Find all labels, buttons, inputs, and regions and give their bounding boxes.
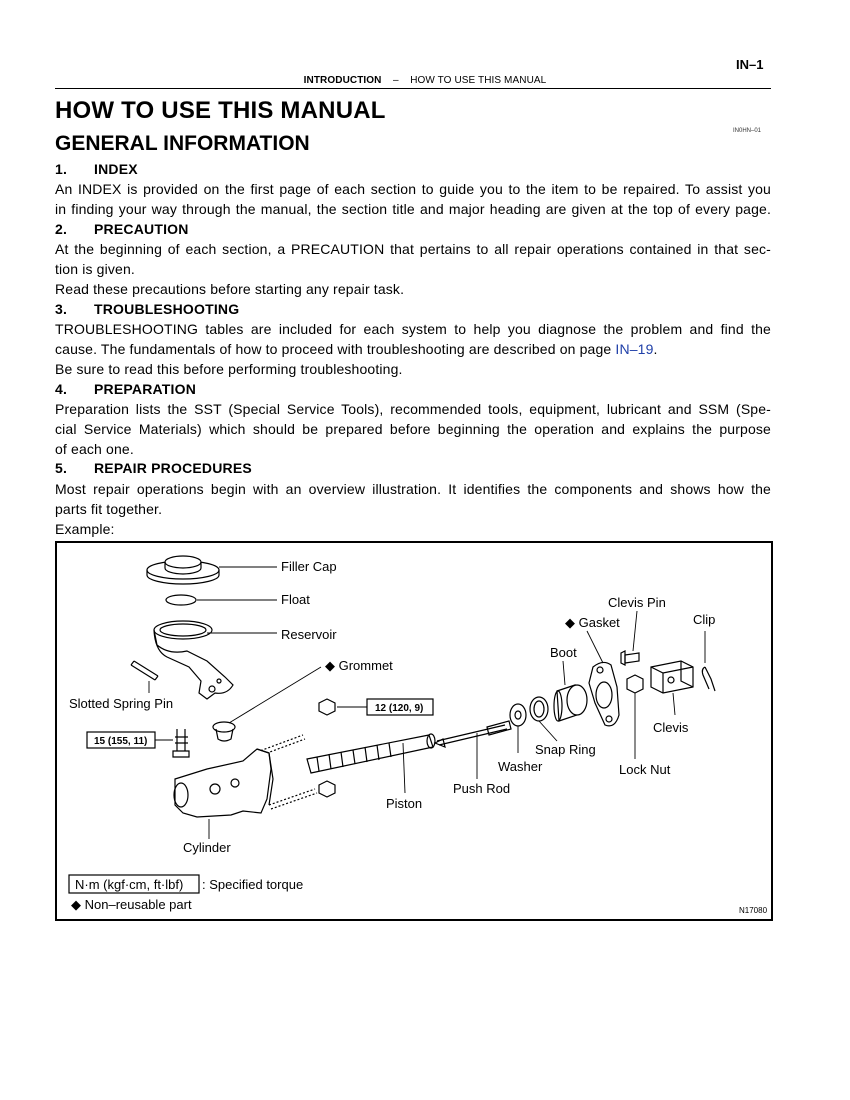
label-torque-15: 15 (155, 11): [94, 736, 148, 747]
section-number: 4.: [55, 381, 68, 397]
gasket-part: [589, 662, 619, 725]
paragraph-precaution: [55, 239, 771, 299]
label-grommet: ◆ Grommet: [325, 658, 393, 673]
label-float: Float: [281, 592, 310, 607]
paragraph-repair-procedures: [55, 479, 771, 539]
section-heading-troubleshooting: [55, 301, 239, 317]
text-line: parts fit together.: [55, 501, 163, 517]
label-torque-12: 12 (120, 9): [375, 703, 424, 714]
leader-gasket: [587, 631, 603, 663]
legend-units-description: : Specified torque: [202, 877, 304, 892]
section-heading-preparation: [55, 381, 196, 397]
label-slotted-spring-pin: Slotted Spring Pin: [69, 696, 174, 711]
leader-grommet: [229, 667, 321, 723]
lock-nut-part: [627, 675, 643, 693]
text-line: Preparation lists the SST (Special Service Tools), recommended tools, equipment, lubricant and SSM (Spe-: [55, 401, 771, 417]
paragraph-index: [55, 179, 771, 219]
cylinder-part: [174, 749, 273, 817]
label-washer: Washer: [498, 759, 543, 774]
figure-code: N17080: [739, 906, 768, 915]
running-header-section: INTRODUCTION: [303, 75, 382, 86]
label-push-rod: Push Rod: [453, 781, 511, 796]
label-cylinder: Cylinder: [183, 840, 231, 855]
label-filler-cap: Filler Cap: [281, 559, 337, 574]
text-segment: cause. The fundamentals of how to proceed with troubleshooting are described on page: [55, 341, 616, 357]
legend-nonreusable: ◆ Non–reusable part: [71, 897, 192, 912]
label-reservoir: Reservoir: [281, 627, 337, 642]
push-rod-part: [435, 721, 511, 747]
text-line: Example:: [55, 521, 115, 537]
washer-part: [510, 704, 526, 726]
section-title: TROUBLESHOOTING: [94, 301, 240, 317]
running-header: [0, 75, 850, 86]
paragraph-preparation: [55, 399, 771, 459]
exploded-view-illustration: [55, 541, 773, 921]
page-number: IN–1: [736, 57, 764, 72]
page-link-in19[interactable]: IN–19: [615, 341, 654, 357]
running-header-subsection: HOW TO USE THIS MANUAL: [410, 75, 547, 86]
section-heading-repair-procedures: [55, 460, 252, 476]
text-line: Read these precautions before starting any repair task.: [55, 281, 405, 297]
section-number: 5.: [55, 460, 68, 476]
section-title: PREPARATION: [94, 381, 197, 397]
text-line: TROUBLESHOOTING tables are included for each system to help you diagnose the problem and find the: [55, 321, 771, 337]
piston-part: [307, 734, 435, 773]
text-line: An INDEX is provided on the first page of each section to guide you to the item to be repaired. To assist you: [55, 181, 771, 197]
page-title: HOW TO USE THIS MANUAL: [55, 97, 386, 124]
section-title: INDEX: [94, 161, 138, 177]
running-header-separator: –: [393, 75, 399, 86]
text-line: At the beginning of each section, a PRECAUTION that pertains to all repair operations contained in that sec-: [55, 241, 771, 257]
legend-units: N·m (kgf·cm, ft·lbf): [75, 877, 184, 892]
text-line: of each one.: [55, 441, 134, 457]
paragraph-troubleshooting: [55, 319, 771, 379]
leader-snap-ring: [539, 721, 557, 741]
reference-code: IN0HN–01: [733, 128, 762, 134]
section-number: 3.: [55, 301, 68, 317]
clevis-pin-part: [621, 651, 639, 665]
label-snap-ring: Snap Ring: [535, 742, 596, 757]
leader-clevis-pin: [633, 611, 637, 651]
label-lock-nut: Lock Nut: [619, 762, 671, 777]
header-rule: [55, 88, 771, 89]
text-line: in finding your way through the manual, the section title and major heading are given at the top of every page.: [55, 201, 771, 217]
label-clevis-pin: Clevis Pin: [608, 595, 666, 610]
grommet-part: [213, 722, 235, 741]
clevis-part: [651, 661, 693, 693]
text-line: Be sure to read this before performing troubleshooting.: [55, 361, 403, 377]
text-line: [55, 339, 771, 359]
union-part: [173, 729, 189, 757]
label-clip: Clip: [693, 612, 716, 627]
snap-ring-part: [530, 697, 548, 721]
text-line: Most repair operations begin with an overview illustration. It identifies the components and shows how the: [55, 481, 771, 497]
float-part: [166, 595, 196, 605]
label-boot: Boot: [550, 645, 577, 660]
text-line: cial Service Materials) which should be prepared before beginning the operation and explains the purpose: [55, 421, 771, 437]
section-title: REPAIR PROCEDURES: [94, 460, 252, 476]
filler-cap-part: [147, 556, 219, 584]
text-line: tion is given.: [55, 261, 135, 277]
section-number: 1.: [55, 161, 68, 177]
label-gasket: ◆ Gasket: [565, 615, 620, 630]
boot-part: [554, 685, 587, 721]
section-heading-precaution: [55, 221, 189, 237]
text-segment: .: [653, 341, 658, 357]
slotted-spring-pin-part: [131, 661, 158, 680]
label-clevis: Clevis: [653, 720, 689, 735]
section-title: PRECAUTION: [94, 221, 189, 237]
section-number: 2.: [55, 221, 68, 237]
page-subtitle: GENERAL INFORMATION: [55, 132, 310, 155]
leader-clevis: [673, 693, 675, 715]
section-heading-index: [55, 161, 138, 177]
illustration-canvas: [57, 543, 771, 919]
nut-part: [319, 699, 335, 797]
leader-boot: [563, 661, 565, 685]
label-piston: Piston: [386, 796, 423, 811]
clip-part: [702, 667, 715, 691]
